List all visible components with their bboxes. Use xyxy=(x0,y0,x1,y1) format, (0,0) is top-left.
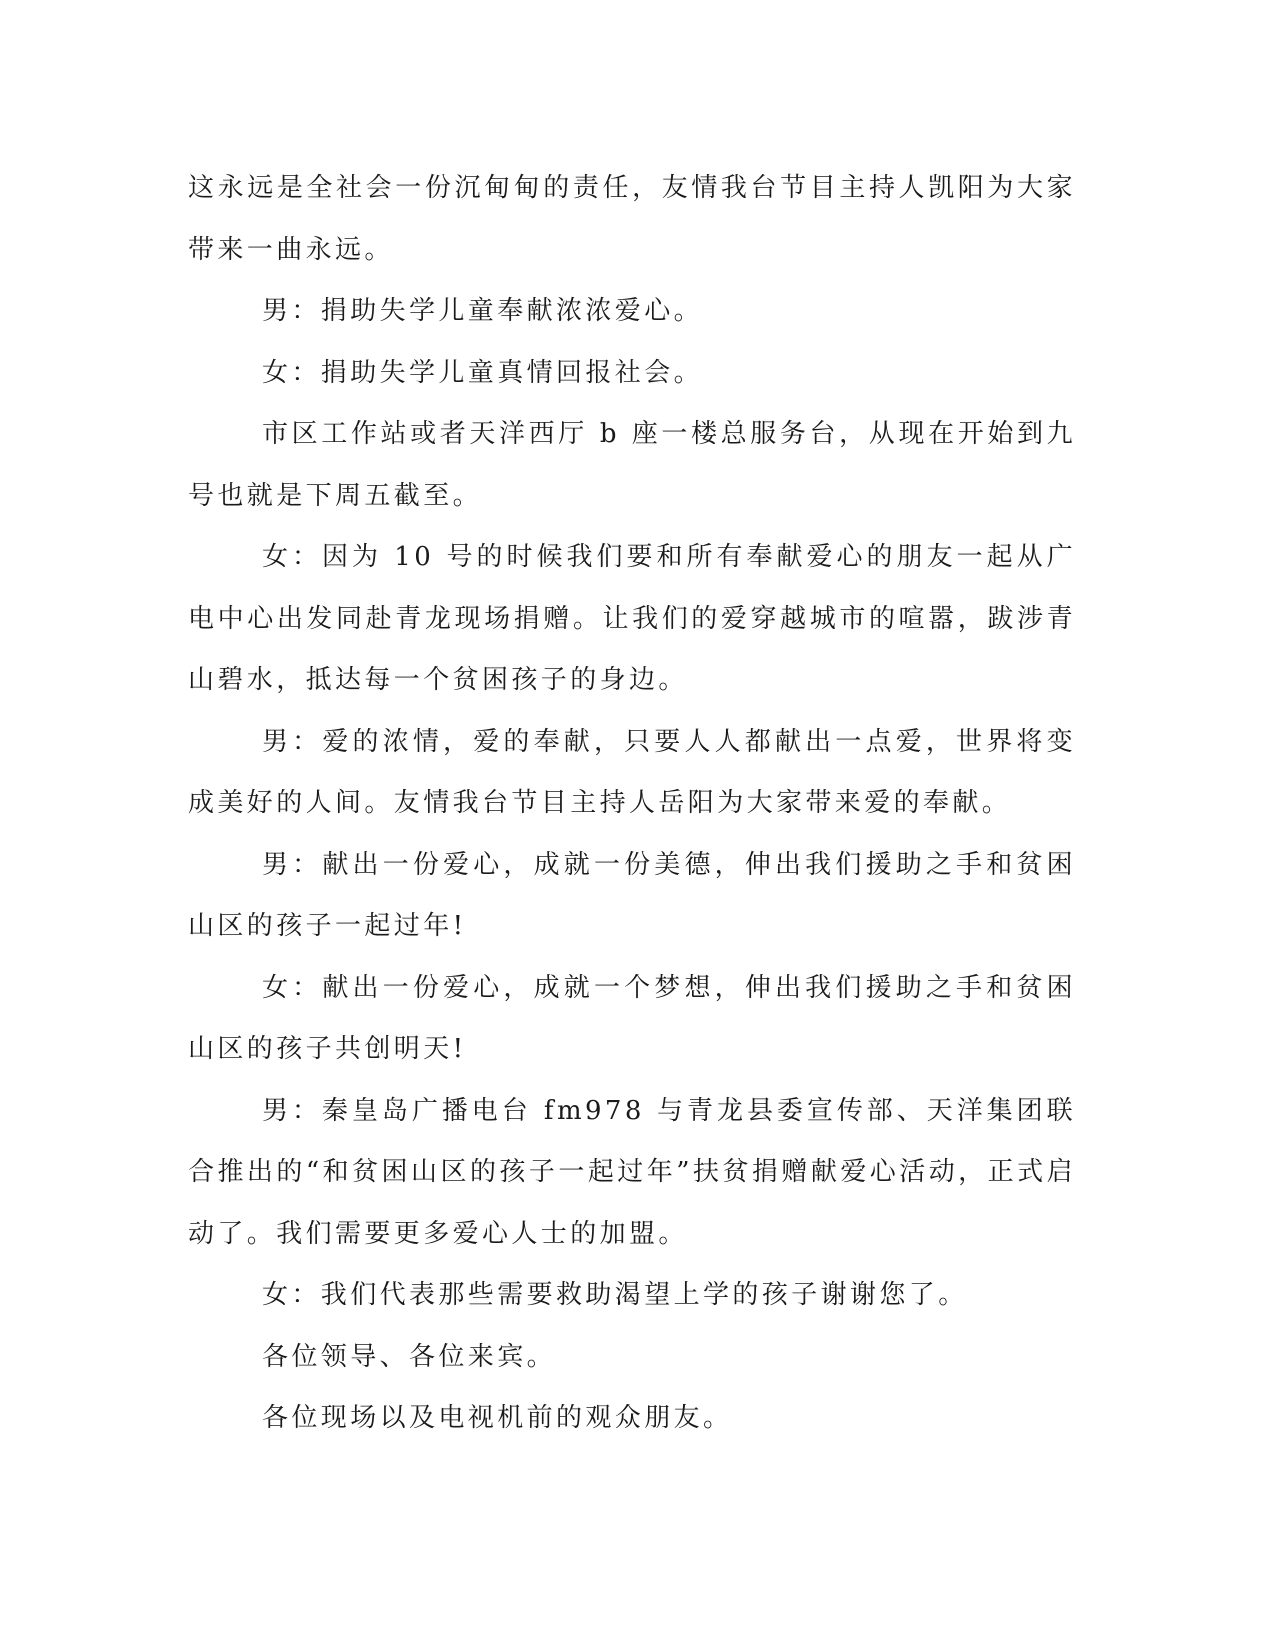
paragraph: 各位领导、各位来宾。 xyxy=(262,1341,557,1372)
paragraph: 男：爱的浓情，爱的奉献，只要人人都献出一点爱，世界将变成美好的人间。友情我台节目主持人岳阳为大家带来爱的奉献。 xyxy=(188,726,1076,818)
paragraph: 市区工作站或者天洋西厅 b 座一楼总服务台，从现在开始到九号也就是下周五截至。 xyxy=(188,419,1076,511)
paragraph: 女：我们代表那些需要救助渴望上学的孩子谢谢您了。 xyxy=(262,1280,968,1310)
paragraph: 男：秦皇岛广播电台 fm978 与青龙县委宣传部、天洋集团联合推出的“和贫困山区的孩子一起过年”扶贫捐赠献爱心活动，正式启动了。我们需要更多爱心人士的加盟。 xyxy=(188,1095,1076,1249)
paragraph: 女：捐助失学儿童真情回报社会。 xyxy=(262,357,704,388)
paragraph: 这永远是全社会一份沉甸甸的责任，友情我台节目主持人凯阳为大家带来一曲永远。 xyxy=(188,173,1076,265)
paragraph: 各位现场以及电视机前的观众朋友。 xyxy=(262,1403,733,1433)
paragraph: 女：献出一份爱心，成就一个梦想，伸出我们援助之手和贫困山区的孩子共创明天! xyxy=(188,972,1076,1064)
paragraph: 男：献出一份爱心，成就一份美德，伸出我们援助之手和贫困山区的孩子一起过年! xyxy=(188,849,1076,941)
paragraph: 男：捐助失学儿童奉献浓浓爱心。 xyxy=(262,296,704,326)
paragraph: 女：因为 10 号的时候我们要和所有奉献爱心的朋友一起从广电中心出发同赴青龙现场捐赠。让我们的爱穿越城市的喧嚣，跋涉青山碧水，抵达每一个贫困孩子的身边。 xyxy=(188,542,1076,695)
document-body xyxy=(188,158,1076,1450)
